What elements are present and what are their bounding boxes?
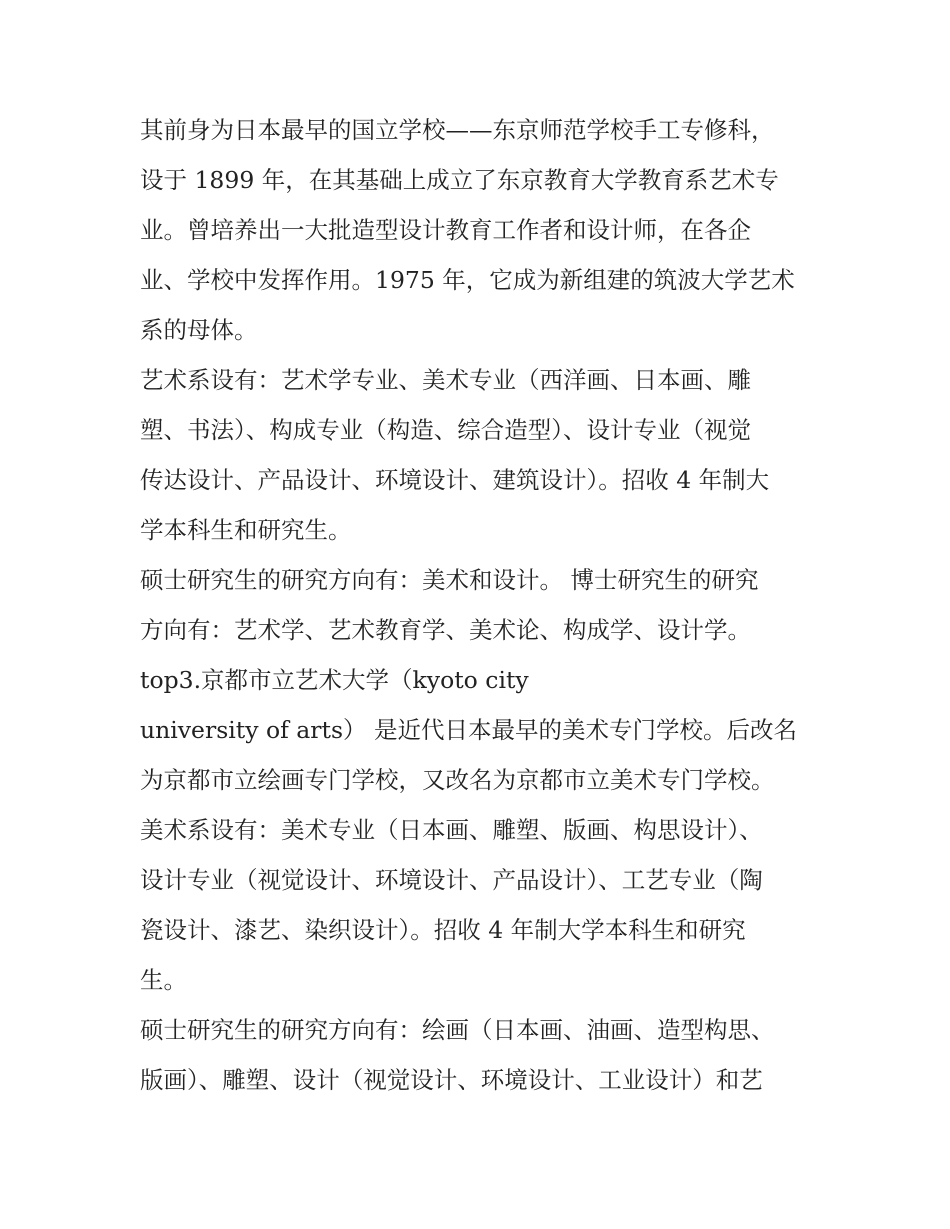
text-line: 业。曾培养出一大批造型设计教育工作者和设计师，在各企 (140, 216, 751, 244)
text-line: 生。 (140, 966, 187, 994)
text-line: 系的母体。 (140, 316, 258, 344)
text-line: 瓷设计、漆艺、染织设计）。招收 4 年制大学本科生和研究 (140, 916, 746, 944)
text-line: 学本科生和研究生。 (140, 516, 352, 544)
text-line: 艺术系设有：艺术学专业、美术专业（西洋画、日本画、雕 (140, 366, 751, 394)
text-line: 传达设计、产品设计、环境设计、建筑设计）。招收 4 年制大 (140, 466, 770, 494)
text-line: 其前身为日本最早的国立学校——东京师范学校手工专修科， (140, 116, 775, 144)
text-line: 硕士研究生的研究方向有：绘画（日本画、油画、造型构思、 (140, 1016, 775, 1044)
body-text (140, 105, 820, 1105)
text-line: 设计专业（视觉设计、环境设计、产品设计）、工艺专业（陶 (140, 866, 763, 894)
text-line: 美术系设有：美术专业（日本画、雕塑、版画、构思设计）、 (140, 816, 763, 844)
text-line: 塑、书法）、构成专业（构造、综合造型）、设计专业（视觉 (140, 416, 751, 444)
text-line: 业、学校中发挥作用。1975 年，它成为新组建的筑波大学艺术 (140, 266, 795, 294)
text-line: 版画）、雕塑、设计（视觉设计、环境设计、工业设计）和艺 (140, 1066, 763, 1094)
text-line: 为京都市立绘画专门学校，又改名为京都市立美术专门学校。 (140, 766, 775, 794)
text-line: top3.京都市立艺术大学（kyoto city (140, 666, 529, 694)
text-line: university of arts） 是近代日本最早的美术专门学校。后改名 (140, 716, 798, 744)
text-line: 方向有：艺术学、艺术教育学、美术论、构成学、设计学。 (140, 616, 751, 644)
text-line: 硕士研究生的研究方向有：美术和设计。 博士研究生的研究 (140, 566, 759, 594)
text-line: 设于 1899 年，在其基础上成立了东京教育大学教育系艺术专 (140, 166, 779, 194)
